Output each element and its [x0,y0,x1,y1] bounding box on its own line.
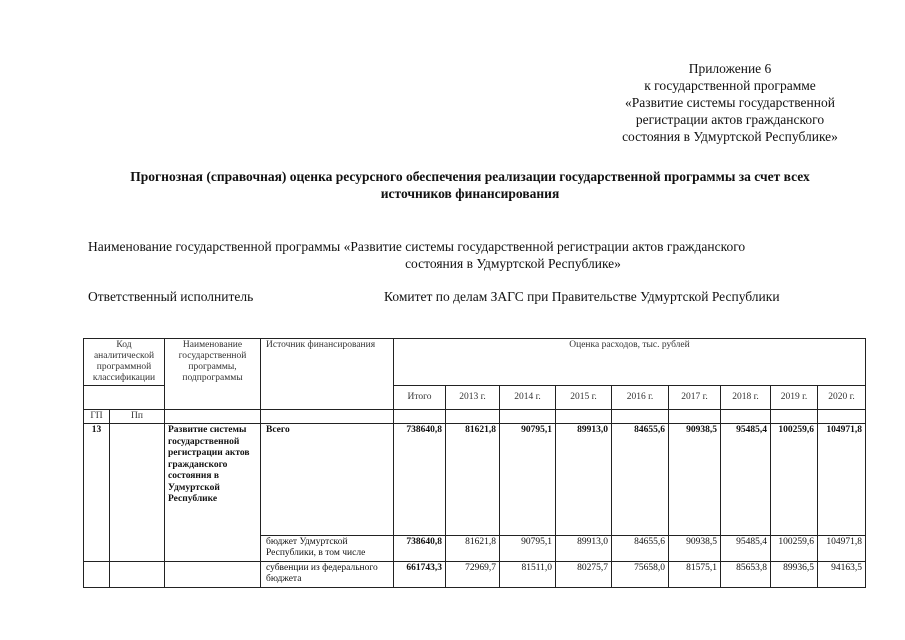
table-row [84,562,866,588]
executor-block [88,288,868,305]
header-year: Итого [394,386,446,410]
cell-value: 89913,0 [556,424,612,536]
header-pp: Пп [110,410,165,424]
header-spacer [394,410,446,424]
appendix-line: к государственной программе [644,78,816,93]
cell-value: 94163,5 [818,562,866,588]
cell-gp [84,562,110,588]
header-code: Код аналитической программной классификации [84,339,165,386]
header-year: 2017 г. [669,386,721,410]
header-program-name: Наименование государственной программы, подпрограммы [165,339,261,410]
header-spacer [165,410,261,424]
cell-value: 81575,1 [669,562,721,588]
header-spacer [261,410,394,424]
cell-value: 90938,5 [669,536,721,562]
appendix-line: регистрации актов гражданского [635,112,825,127]
cell-source: бюджет Удмуртской Республики, в том числе [261,536,394,562]
header-spacer [446,410,500,424]
header-year: 2019 г. [771,386,818,410]
cell-value: 89913,0 [556,536,612,562]
cell-value: 89936,5 [771,562,818,588]
cell-value: 81621,8 [446,424,500,536]
cell-value: 72969,7 [446,562,500,588]
cell-value: 90795,1 [500,536,556,562]
header-source: Источник финансирования [261,339,394,410]
header-year: 2016 г. [612,386,669,410]
cell-value: 100259,6 [771,424,818,536]
header-spacer [721,410,771,424]
cell-value: 738640,8 [394,536,446,562]
cell-program-name: Развитие системы государственной регистрации актов гражданского состояния в Удмуртской Республике [165,424,261,562]
cell-value: 738640,8 [394,424,446,536]
cell-value: 84655,6 [612,536,669,562]
table-row [84,424,866,536]
header-estimate: Оценка расходов, тыс. рублей [394,339,866,386]
cell-program-name [165,562,261,588]
cell-value: 84655,6 [612,424,669,536]
header-gp: ГП [84,410,110,424]
cell-value: 100259,6 [771,536,818,562]
header-spacer [771,410,818,424]
cell-value: 80275,7 [556,562,612,588]
executor-label: Ответственный исполнитель [88,289,254,304]
cell-value: 104971,8 [818,424,866,536]
header-spacer [500,410,556,424]
header-year: 2013 г. [446,386,500,410]
program-name-value: состояния в Удмуртской Республике» [405,256,621,271]
appendix-line: «Развитие системы государственной [625,95,835,110]
header-year: 2014 г. [500,386,556,410]
header-year: 2015 г. [556,386,612,410]
header-year: 2018 г. [721,386,771,410]
appendix-line: Приложение 6 [688,61,772,76]
table-header-row [84,339,866,386]
header-year: 2020 г. [818,386,866,410]
cell-value: 95485,4 [721,536,771,562]
executor-value: Комитет по делам ЗАГС при Правительстве Удмуртской Республики [384,289,780,304]
cell-value: 81511,0 [500,562,556,588]
header-code-spacer [84,386,165,410]
cell-value: 81621,8 [446,536,500,562]
table-header-row [84,410,866,424]
cell-source: субвенции из федерального бюджета [261,562,394,588]
header-spacer [669,410,721,424]
cell-pp [110,424,165,562]
program-name-value: «Развитие системы государственной регистрации актов гражданского [343,239,746,254]
cell-value: 104971,8 [818,536,866,562]
program-name-label: Наименование государственной программы [88,239,341,254]
header-spacer [556,410,612,424]
cell-value: 75658,0 [612,562,669,588]
header-spacer [818,410,866,424]
cell-value: 661743,3 [394,562,446,588]
program-name-block [88,238,868,272]
title-line: источников финансирования [380,186,560,201]
appendix-line: состояния в Удмуртской Республике» [622,129,838,144]
cell-value: 95485,4 [721,424,771,536]
appendix-header [560,60,900,145]
cell-value: 90938,5 [669,424,721,536]
header-spacer [612,410,669,424]
cell-value: 85653,8 [721,562,771,588]
cell-source: Всего [261,424,394,536]
title-line: Прогнозная (справочная) оценка ресурсного обеспечения реализации государственной программы за счет всех [130,169,810,184]
budget-table [83,338,866,588]
cell-pp [110,562,165,588]
cell-gp: 13 [84,424,110,562]
document-title [60,168,880,202]
cell-value: 90795,1 [500,424,556,536]
